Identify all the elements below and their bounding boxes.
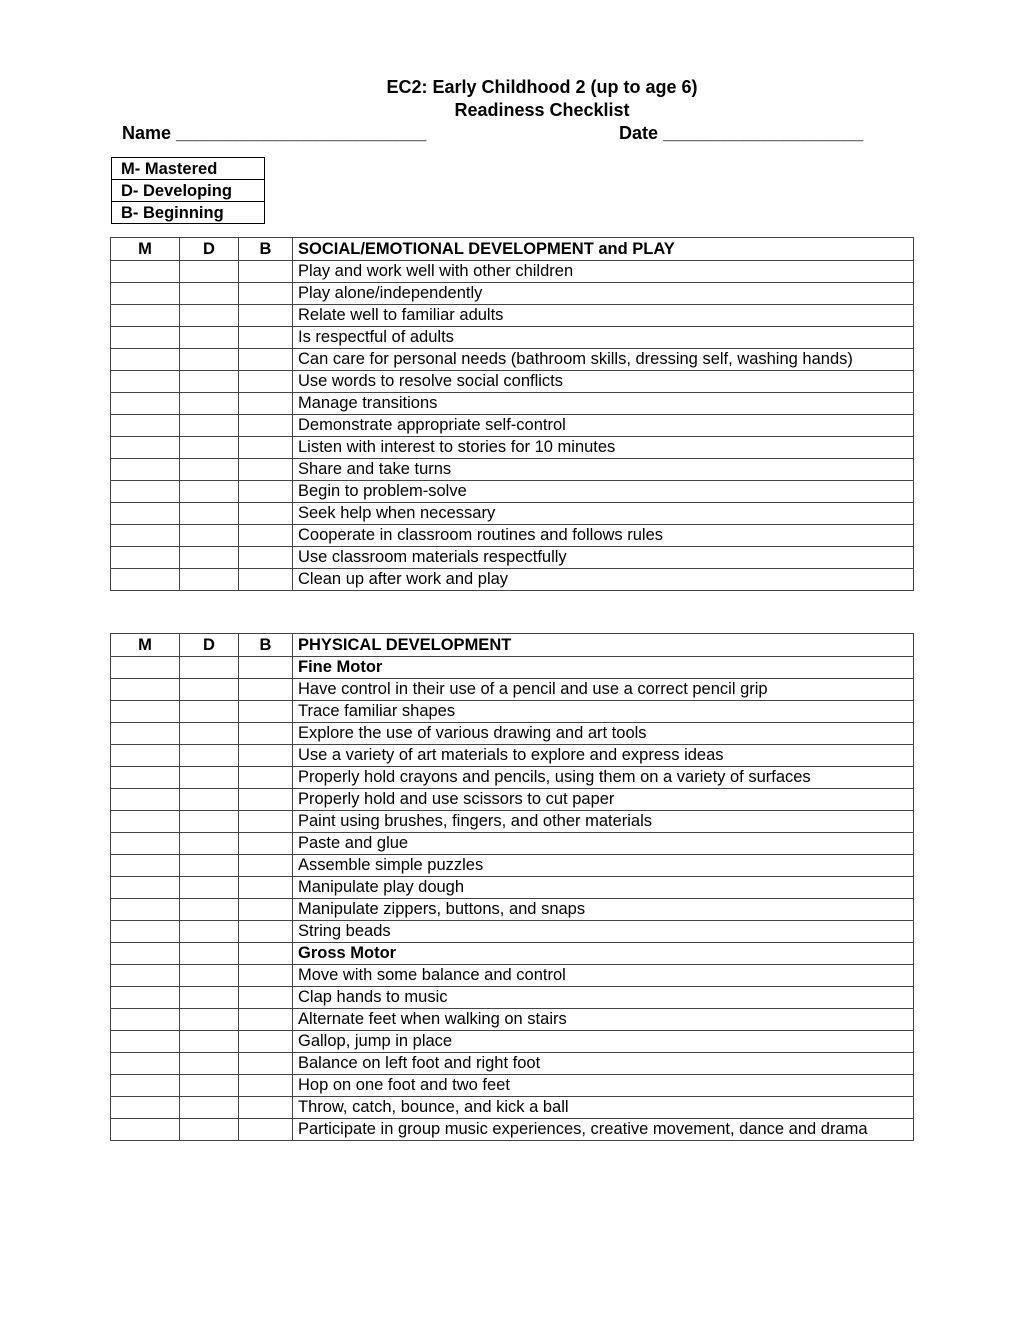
checklist-item-text: Manipulate play dough: [293, 877, 914, 899]
rating-cell-b[interactable]: [239, 767, 293, 789]
checklist-item-text: Can care for personal needs (bathroom skills, dressing self, washing hands): [293, 349, 914, 371]
rating-cell-m[interactable]: [111, 943, 180, 965]
rating-cell-m[interactable]: [111, 1119, 180, 1141]
table-row: [111, 283, 914, 305]
rating-cell-d[interactable]: [180, 745, 239, 767]
rating-cell-d[interactable]: [180, 701, 239, 723]
rating-cell-d[interactable]: [180, 459, 239, 481]
social-emotional-checklist: [110, 237, 914, 591]
rating-cell-m[interactable]: [111, 745, 180, 767]
table-row: [111, 657, 914, 679]
table-row: [111, 833, 914, 855]
rating-cell-m[interactable]: [111, 767, 180, 789]
table-row: [111, 965, 914, 987]
rating-cell-d[interactable]: [180, 1009, 239, 1031]
checklist-item-text: Use words to resolve social conflicts: [293, 371, 914, 393]
rating-cell-b[interactable]: [239, 503, 293, 525]
rating-cell-d[interactable]: [180, 1097, 239, 1119]
checklist-item-text: Properly hold and use scissors to cut paper: [293, 789, 914, 811]
table-row: [111, 393, 914, 415]
checklist-item-text: Begin to problem-solve: [293, 481, 914, 503]
rating-cell-b[interactable]: [239, 393, 293, 415]
rating-cell-b[interactable]: [239, 1097, 293, 1119]
rating-cell-d[interactable]: [180, 371, 239, 393]
checklist-item-text: Paste and glue: [293, 833, 914, 855]
table-row: [111, 1075, 914, 1097]
rating-cell-b[interactable]: [239, 833, 293, 855]
checklist-item-text: Demonstrate appropriate self-control: [293, 415, 914, 437]
rating-cell-d[interactable]: [180, 1053, 239, 1075]
rating-cell-b[interactable]: [239, 701, 293, 723]
physical-development-checklist: [110, 633, 914, 1141]
table-row: [111, 789, 914, 811]
rating-cell-b[interactable]: [239, 987, 293, 1009]
rating-cell-b[interactable]: [239, 525, 293, 547]
rating-cell-d[interactable]: [180, 547, 239, 569]
checklist-item-text: Properly hold crayons and pencils, using them on a variety of surfaces: [293, 767, 914, 789]
column-header-m: M: [111, 238, 180, 261]
checklist-item-text: Cooperate in classroom routines and follows rules: [293, 525, 914, 547]
table-row: [111, 305, 914, 327]
rating-cell-b[interactable]: [239, 283, 293, 305]
rating-cell-m[interactable]: [111, 393, 180, 415]
subsection-heading: Fine Motor: [293, 657, 914, 679]
column-header-m: M: [111, 634, 180, 657]
rating-cell-d[interactable]: [180, 899, 239, 921]
table-row: [111, 987, 914, 1009]
rating-cell-b[interactable]: [239, 811, 293, 833]
rating-cell-m[interactable]: [111, 1009, 180, 1031]
rating-cell-m[interactable]: [111, 855, 180, 877]
rating-cell-m[interactable]: [111, 305, 180, 327]
rating-cell-b[interactable]: [239, 349, 293, 371]
table-row: [111, 261, 914, 283]
table-row: [111, 701, 914, 723]
table-row: [111, 943, 914, 965]
rating-cell-d[interactable]: [180, 1031, 239, 1053]
legend-mastered: M- Mastered: [112, 158, 265, 180]
rating-cell-m[interactable]: [111, 679, 180, 701]
rating-cell-b[interactable]: [239, 1119, 293, 1141]
rating-cell-d[interactable]: [180, 833, 239, 855]
rating-cell-b[interactable]: [239, 481, 293, 503]
rating-cell-b[interactable]: [239, 569, 293, 591]
rating-cell-d[interactable]: [180, 305, 239, 327]
rating-cell-d[interactable]: [180, 679, 239, 701]
checklist-item-text: Play alone/independently: [293, 283, 914, 305]
checklist-item-text: Throw, catch, bounce, and kick a ball: [293, 1097, 914, 1119]
rating-cell-b[interactable]: [239, 943, 293, 965]
checklist-item-text: Share and take turns: [293, 459, 914, 481]
rating-cell-d[interactable]: [180, 261, 239, 283]
rating-cell-b[interactable]: [239, 1053, 293, 1075]
rating-cell-d[interactable]: [180, 921, 239, 943]
name-date-row: [122, 122, 902, 145]
table-row: [111, 327, 914, 349]
rating-cell-m[interactable]: [111, 1031, 180, 1053]
table-row: [111, 1119, 914, 1141]
checklist-item-text: Seek help when necessary: [293, 503, 914, 525]
rating-cell-d[interactable]: [180, 723, 239, 745]
rating-cell-b[interactable]: [239, 1009, 293, 1031]
table-row: [111, 811, 914, 833]
column-header-d: D: [180, 634, 239, 657]
rating-cell-d[interactable]: [180, 789, 239, 811]
table-row: [111, 371, 914, 393]
rating-cell-b[interactable]: [239, 437, 293, 459]
rating-cell-b[interactable]: [239, 965, 293, 987]
legend-beginning: B- Beginning: [112, 202, 265, 224]
rating-cell-d[interactable]: [180, 503, 239, 525]
checklist-item-text: Alternate feet when walking on stairs: [293, 1009, 914, 1031]
rating-cell-d[interactable]: [180, 767, 239, 789]
document-subtitle: Readiness Checklist: [454, 100, 630, 120]
rating-cell-m[interactable]: [111, 701, 180, 723]
rating-cell-b[interactable]: [239, 415, 293, 437]
rating-legend: [111, 157, 265, 224]
checklist-item-text: Clap hands to music: [293, 987, 914, 1009]
checklist-item-text: Hop on one foot and two feet: [293, 1075, 914, 1097]
rating-cell-b[interactable]: [239, 547, 293, 569]
checklist-item-text: Explore the use of various drawing and art tools: [293, 723, 914, 745]
rating-cell-m[interactable]: [111, 327, 180, 349]
rating-cell-b[interactable]: [239, 657, 293, 679]
rating-cell-d[interactable]: [180, 877, 239, 899]
date-field-label[interactable]: Date ____________________: [619, 123, 864, 143]
rating-cell-b[interactable]: [239, 305, 293, 327]
checklist-item-text: Balance on left foot and right foot: [293, 1053, 914, 1075]
checklist-item-text: Is respectful of adults: [293, 327, 914, 349]
rating-cell-m[interactable]: [111, 283, 180, 305]
checklist-item-text: Gallop, jump in place: [293, 1031, 914, 1053]
checklist-item-text: Relate well to familiar adults: [293, 305, 914, 327]
rating-cell-d[interactable]: [180, 1075, 239, 1097]
column-header-b: B: [239, 634, 293, 657]
column-header-d: D: [180, 238, 239, 261]
rating-cell-d[interactable]: [180, 855, 239, 877]
rating-cell-m[interactable]: [111, 723, 180, 745]
table-row: [111, 899, 914, 921]
table-row: [111, 437, 914, 459]
table-row: [111, 745, 914, 767]
rating-cell-b[interactable]: [239, 459, 293, 481]
table-row: [111, 877, 914, 899]
rating-cell-d[interactable]: [180, 525, 239, 547]
checklist-item-text: Manage transitions: [293, 393, 914, 415]
rating-cell-m[interactable]: [111, 921, 180, 943]
rating-cell-m[interactable]: [111, 503, 180, 525]
table-row: [111, 481, 914, 503]
rating-cell-m[interactable]: [111, 481, 180, 503]
rating-cell-m[interactable]: [111, 1053, 180, 1075]
rating-cell-m[interactable]: [111, 371, 180, 393]
rating-cell-d[interactable]: [180, 987, 239, 1009]
rating-cell-m[interactable]: [111, 459, 180, 481]
rating-cell-d[interactable]: [180, 349, 239, 371]
rating-cell-d[interactable]: [180, 657, 239, 679]
rating-cell-m[interactable]: [111, 877, 180, 899]
rating-cell-m[interactable]: [111, 1075, 180, 1097]
table-row: [111, 525, 914, 547]
table-row: [111, 1053, 914, 1075]
rating-cell-d[interactable]: [180, 481, 239, 503]
rating-cell-m[interactable]: [111, 811, 180, 833]
rating-cell-m[interactable]: [111, 833, 180, 855]
checklist-item-text: Clean up after work and play: [293, 569, 914, 591]
column-header-b: B: [239, 238, 293, 261]
checklist-item-text: Use classroom materials respectfully: [293, 547, 914, 569]
rating-cell-d[interactable]: [180, 283, 239, 305]
subsection-heading: Gross Motor: [293, 943, 914, 965]
document-title-block: [0, 76, 1024, 122]
table-header-row: [111, 238, 914, 261]
rating-cell-m[interactable]: [111, 657, 180, 679]
rating-cell-b[interactable]: [239, 371, 293, 393]
rating-cell-m[interactable]: [111, 987, 180, 1009]
rating-cell-d[interactable]: [180, 943, 239, 965]
rating-cell-m[interactable]: [111, 1097, 180, 1119]
rating-cell-b[interactable]: [239, 1031, 293, 1053]
checklist-item-text: Assemble simple puzzles: [293, 855, 914, 877]
rating-cell-m[interactable]: [111, 789, 180, 811]
table-header-row: [111, 634, 914, 657]
checklist-item-text: Paint using brushes, fingers, and other materials: [293, 811, 914, 833]
rating-cell-b[interactable]: [239, 921, 293, 943]
rating-cell-d[interactable]: [180, 393, 239, 415]
legend-developing: D- Developing: [112, 180, 265, 202]
rating-cell-b[interactable]: [239, 1075, 293, 1097]
rating-cell-m[interactable]: [111, 569, 180, 591]
table-row: [111, 1009, 914, 1031]
name-field-label[interactable]: Name _________________________: [122, 123, 427, 143]
table-row: [111, 1031, 914, 1053]
rating-cell-b[interactable]: [239, 745, 293, 767]
section-heading-physical: PHYSICAL DEVELOPMENT: [293, 634, 914, 657]
table-row: [111, 767, 914, 789]
table-row: [111, 1097, 914, 1119]
rating-cell-d[interactable]: [180, 437, 239, 459]
document-title: EC2: Early Childhood 2 (up to age 6): [386, 77, 698, 97]
table-row: [111, 349, 914, 371]
social-items: [111, 261, 914, 591]
table-row: [111, 855, 914, 877]
rating-cell-b[interactable]: [239, 261, 293, 283]
table-row: [111, 459, 914, 481]
rating-cell-m[interactable]: [111, 965, 180, 987]
checklist-item-text: String beads: [293, 921, 914, 943]
section-heading-social: SOCIAL/EMOTIONAL DEVELOPMENT and PLAY: [293, 238, 914, 261]
rating-cell-d[interactable]: [180, 327, 239, 349]
checklist-item-text: Trace familiar shapes: [293, 701, 914, 723]
checklist-item-text: Listen with interest to stories for 10 minutes: [293, 437, 914, 459]
rating-cell-m[interactable]: [111, 437, 180, 459]
rating-cell-m[interactable]: [111, 349, 180, 371]
rating-cell-b[interactable]: [239, 327, 293, 349]
table-row: [111, 569, 914, 591]
rating-cell-d[interactable]: [180, 569, 239, 591]
rating-cell-d[interactable]: [180, 415, 239, 437]
table-row: [111, 679, 914, 701]
rating-cell-b[interactable]: [239, 899, 293, 921]
rating-cell-d[interactable]: [180, 965, 239, 987]
table-row: [111, 415, 914, 437]
checklist-item-text: Manipulate zippers, buttons, and snaps: [293, 899, 914, 921]
checklist-item-text: Have control in their use of a pencil and use a correct pencil grip: [293, 679, 914, 701]
table-row: [111, 547, 914, 569]
rating-cell-b[interactable]: [239, 723, 293, 745]
table-row: [111, 723, 914, 745]
physical-items: [111, 657, 914, 1141]
rating-cell-m[interactable]: [111, 899, 180, 921]
rating-cell-b[interactable]: [239, 679, 293, 701]
rating-cell-b[interactable]: [239, 789, 293, 811]
rating-cell-m[interactable]: [111, 525, 180, 547]
rating-cell-b[interactable]: [239, 877, 293, 899]
table-row: [111, 503, 914, 525]
rating-cell-b[interactable]: [239, 855, 293, 877]
rating-cell-d[interactable]: [180, 1119, 239, 1141]
rating-cell-d[interactable]: [180, 811, 239, 833]
rating-cell-m[interactable]: [111, 415, 180, 437]
rating-cell-m[interactable]: [111, 547, 180, 569]
checklist-item-text: Move with some balance and control: [293, 965, 914, 987]
checklist-item-text: Use a variety of art materials to explore and express ideas: [293, 745, 914, 767]
table-row: [111, 921, 914, 943]
rating-cell-m[interactable]: [111, 261, 180, 283]
checklist-item-text: Play and work well with other children: [293, 261, 914, 283]
checklist-item-text: Participate in group music experiences, creative movement, dance and drama: [293, 1119, 914, 1141]
